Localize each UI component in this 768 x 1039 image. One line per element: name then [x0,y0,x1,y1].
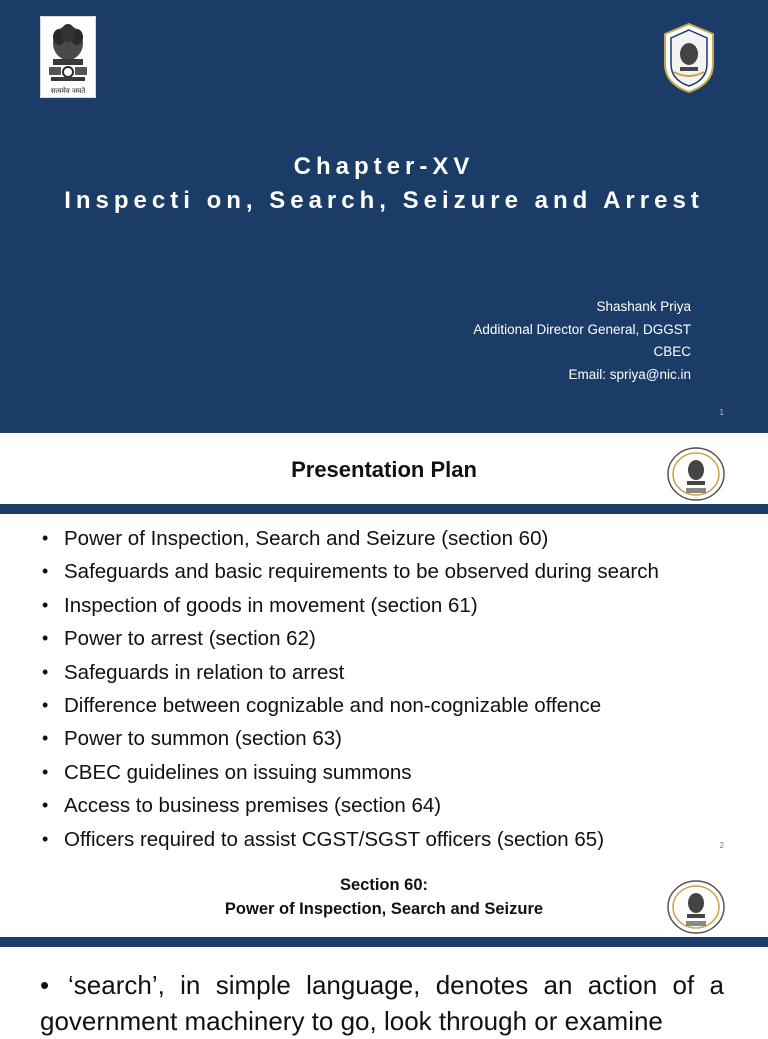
title-divider [0,504,768,514]
chapter-title [0,150,768,218]
author-org: CBEC [653,344,691,359]
section-title: Power of Inspection, Search and Seizure [224,900,544,918]
body-text: ‘search’, in simple language, denotes an action of a government machinery to go, look through or examine [40,970,724,1036]
slide-number: 2 [719,841,724,850]
list-item: • Power to summon (section 63) [40,722,659,755]
chapter-label: Chapter-XV [293,153,475,180]
list-item: • Power to arrest (section 62) [40,622,659,655]
svg-text:सत्यमेव जयते: सत्यमेव जयते [50,87,86,95]
author-email: Email: spriya@nic.in [568,366,691,382]
plan-list [40,522,659,856]
list-item: • Inspection of goods in movement (section 61) [40,589,659,622]
cbec-badge-logo [666,446,726,502]
title-slide [0,0,768,433]
presentation-plan-slide [0,433,768,863]
cbec-badge-logo [666,879,726,935]
body-paragraph [40,967,724,1039]
list-item: • Safeguards in relation to arrest [40,656,659,689]
title-divider [0,937,768,947]
slide-title [0,873,768,921]
slide-number: 1 [719,408,724,417]
author-designation: Additional Director General, DGGST [473,321,691,337]
section-60-slide [0,863,768,1036]
list-item: • Power of Inspection, Search and Seizure (section 60) [40,522,659,555]
list-item: • Difference between cognizable and non-cognizable offence [40,689,659,722]
cbec-badge-logo [660,22,718,94]
bullet-icon: • [40,970,50,1000]
list-item: • Access to business premises (section 64) [40,789,659,822]
state-emblem-logo [40,16,96,98]
list-item: • Safeguards and basic requirements to be observed during search [40,555,659,588]
chapter-subtitle: Inspecti on, Search, Seizure and Arrest [64,187,704,214]
author-info [473,296,691,386]
author-name: Shashank Priya [596,299,691,314]
lion-capital-icon [41,17,95,97]
list-item: • CBEC guidelines on issuing summons [40,756,659,789]
section-label: Section 60: [339,876,429,894]
list-item: • Officers required to assist CGST/SGST officers (section 65) [40,823,659,856]
slide-title: Presentation Plan [291,457,477,482]
